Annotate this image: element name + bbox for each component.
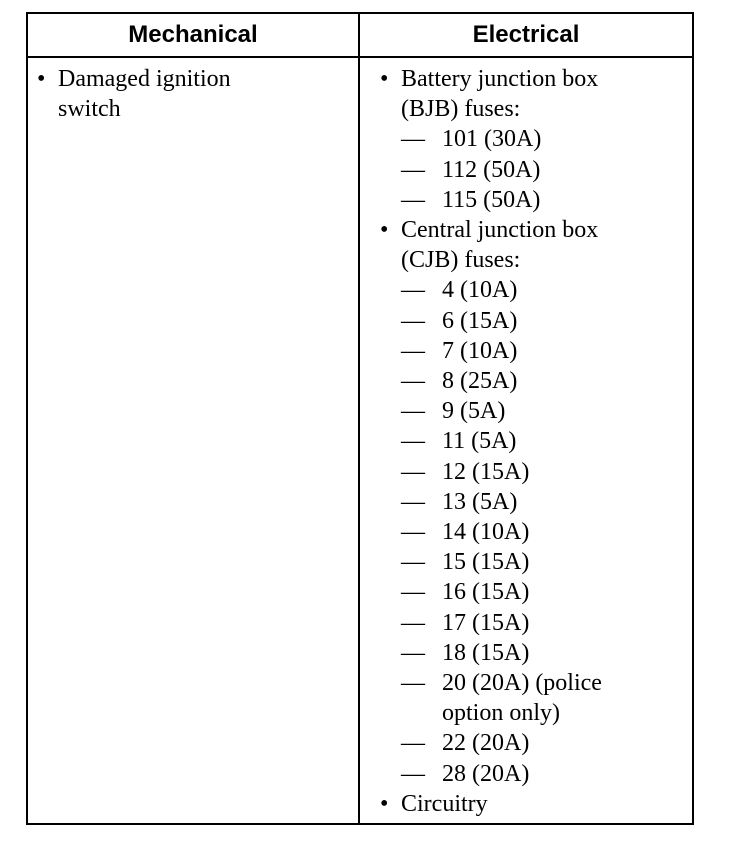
fuse-text: 22 (20A): [442, 730, 530, 757]
fuse-text: 9 (5A): [442, 398, 506, 425]
cjb-item: [376, 215, 692, 789]
fuse-item: [376, 124, 692, 154]
header-mechanical: Mechanical: [28, 14, 360, 58]
fuse-text: 15 (15A): [442, 549, 530, 576]
fuse-text: 11 (5A): [442, 428, 517, 455]
dash-icon: —: [401, 609, 425, 636]
dash-icon: —: [401, 458, 425, 485]
dash-icon: —: [401, 398, 425, 425]
dash-icon: —: [401, 186, 425, 213]
fuse-text: 112 (50A): [442, 156, 541, 183]
fuse-item: [376, 396, 692, 426]
fuse-item: [376, 185, 692, 215]
dash-icon: —: [401, 488, 425, 515]
fuse-item: [376, 487, 692, 517]
dash-icon: —: [401, 307, 425, 334]
item-text: Battery junction box: [401, 66, 599, 92]
fuse-text: 4 (10A): [442, 277, 518, 304]
fuse-item: [376, 366, 692, 396]
fuse-text: 6 (15A): [442, 307, 518, 334]
fuse-text: 8 (25A): [442, 368, 518, 395]
fuse-item: [376, 306, 692, 336]
fuse-text: 17 (15A): [442, 609, 530, 636]
electrical-column: [360, 58, 692, 823]
fault-table: [26, 12, 694, 825]
item-text: (CJB) fuses:: [401, 247, 521, 274]
fuse-item: [376, 759, 692, 789]
bullet-icon: •: [37, 66, 46, 92]
fuse-text: 16 (15A): [442, 579, 530, 606]
fuse-text: 101 (30A): [442, 126, 542, 153]
item-text: (BJB) fuses:: [401, 96, 521, 123]
fuse-text: 13 (5A): [442, 488, 518, 515]
dash-icon: —: [401, 730, 425, 757]
fuse-item: [376, 155, 692, 185]
fuse-item: [376, 457, 692, 487]
dash-icon: —: [401, 368, 425, 395]
fuse-text: 115 (50A): [442, 186, 541, 213]
fuse-text: option only): [442, 700, 560, 727]
dash-icon: —: [401, 579, 425, 606]
dash-icon: —: [401, 549, 425, 576]
fuse-item: [376, 608, 692, 638]
fuse-text: 18 (15A): [442, 639, 530, 666]
bullet-icon: •: [380, 66, 389, 92]
dash-icon: —: [401, 519, 425, 546]
fuse-text: 20 (20A) (police: [442, 670, 602, 697]
fuse-item: [376, 728, 692, 758]
item-text: Central junction box: [401, 217, 599, 244]
item-text: Circuitry: [401, 790, 488, 817]
bullet-icon: •: [380, 217, 389, 244]
circuitry-item: [376, 789, 692, 819]
bullet-icon: •: [380, 790, 389, 817]
fuse-item: [376, 336, 692, 366]
item-text: switch: [58, 96, 121, 123]
fuse-text: 14 (10A): [442, 519, 530, 546]
fuse-item: [376, 547, 692, 577]
dash-icon: —: [401, 126, 425, 153]
item-text: Damaged ignition: [58, 66, 231, 92]
fuse-item: [376, 275, 692, 305]
fuse-text: 7 (10A): [442, 337, 518, 364]
fuse-item: [376, 577, 692, 607]
fuse-item: [376, 638, 692, 668]
dash-icon: —: [401, 760, 425, 787]
bjb-item: [376, 64, 692, 215]
dash-icon: —: [401, 156, 425, 183]
dash-icon: —: [401, 670, 425, 697]
mechanical-item: [33, 64, 358, 124]
fuse-text: 28 (20A): [442, 760, 530, 787]
fuse-text: 12 (15A): [442, 458, 530, 485]
mechanical-column: [28, 58, 360, 823]
dash-icon: —: [401, 428, 425, 455]
fuse-item: [376, 426, 692, 456]
header-electrical: Electrical: [360, 14, 692, 58]
dash-icon: —: [401, 337, 425, 364]
fuse-item: [376, 517, 692, 547]
dash-icon: —: [401, 277, 425, 304]
fuse-item: [376, 668, 692, 728]
dash-icon: —: [401, 639, 425, 666]
